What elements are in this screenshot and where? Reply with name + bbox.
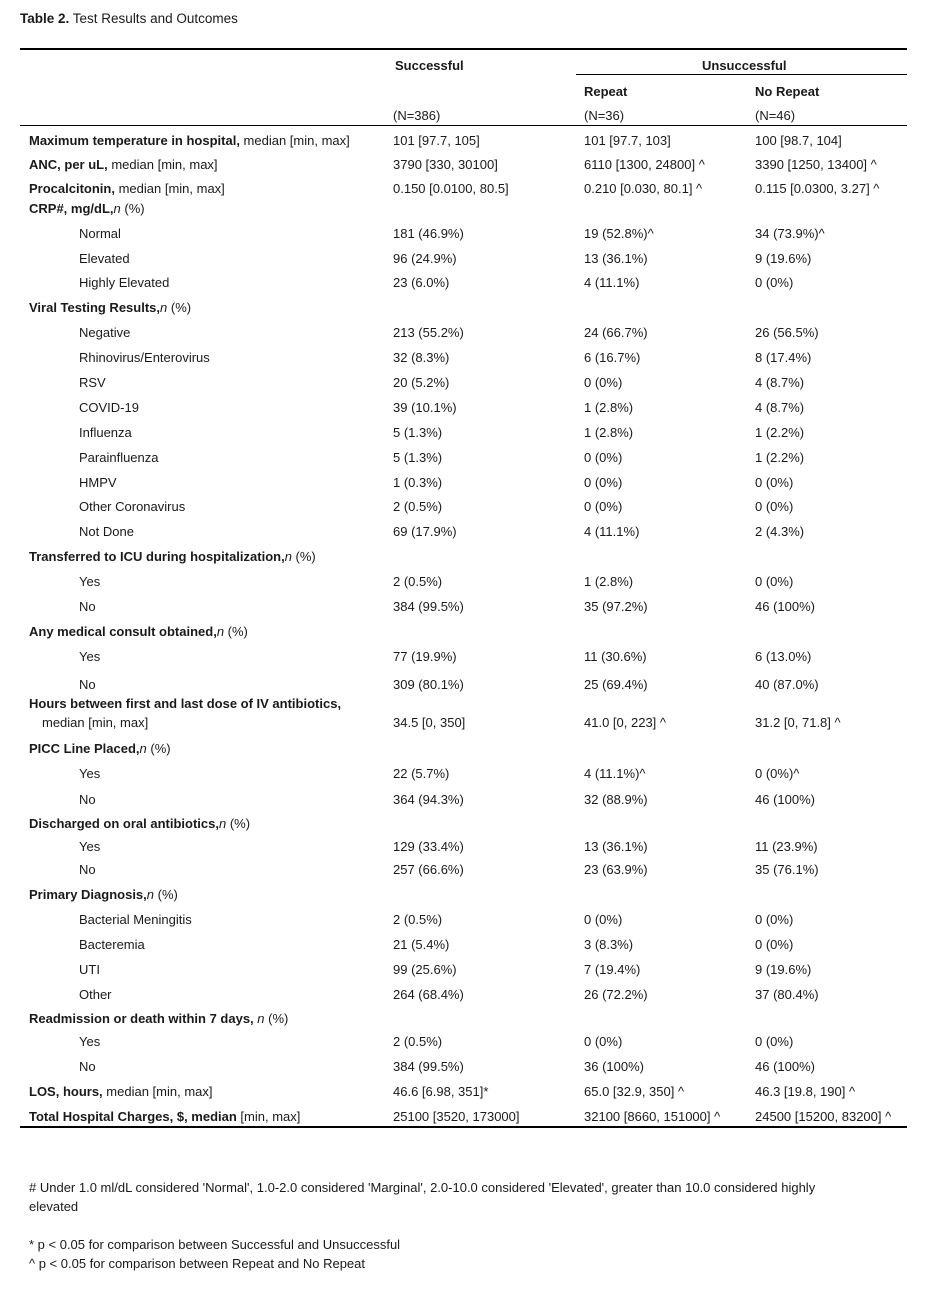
cell-no-repeat: 3390 [1250, 13400] ^	[755, 157, 877, 172]
cell-repeat: 41.0 [0, 223] ^	[584, 715, 666, 730]
cell-no-repeat: 0 (0%)	[755, 499, 794, 514]
cell-no-repeat: 0 (0%)	[755, 937, 794, 952]
cell-repeat: 24 (66.7%)	[584, 325, 648, 340]
row-label-italic: n	[284, 549, 292, 564]
table-row	[20, 677, 907, 697]
row-label: Influenza	[79, 425, 132, 440]
results-table	[20, 0, 907, 1140]
cell-repeat: 6 (16.7%)	[584, 350, 641, 365]
cell-successful: 2 (0.5%)	[393, 499, 443, 514]
table-row	[20, 1011, 907, 1031]
cell-no-repeat: 4 (8.7%)	[755, 375, 805, 390]
cell-successful: 257 (66.6%)	[393, 862, 464, 877]
table-row	[20, 599, 907, 619]
cell-successful: 181 (46.9%)	[393, 226, 464, 241]
cell-successful: 21 (5.4%)	[393, 937, 450, 952]
row-label	[29, 1011, 288, 1026]
cell-successful: 32 (8.3%)	[393, 350, 450, 365]
table-row	[20, 987, 907, 1007]
row-label: Yes	[79, 1034, 101, 1049]
cell-no-repeat: 24500 [15200, 83200] ^	[755, 1109, 892, 1124]
cell-successful: 2 (0.5%)	[393, 1034, 443, 1049]
cell-repeat: 23 (63.9%)	[584, 862, 648, 877]
row-label	[29, 181, 225, 196]
cell-no-repeat: 100 [98.7, 104]	[755, 133, 842, 148]
cell-successful: 129 (33.4%)	[393, 839, 464, 854]
cell-repeat: 19 (52.8%)^	[584, 226, 654, 241]
row-label-rest: median [min, max]	[107, 157, 218, 172]
cell-no-repeat: 1 (2.2%)	[755, 450, 805, 465]
cell-no-repeat: 40 (87.0%)	[755, 677, 819, 692]
cell-no-repeat: 0.115 [0.0300, 3.27] ^	[755, 181, 880, 196]
cell-successful: 384 (99.5%)	[393, 599, 464, 614]
row-label-rest: (%)	[154, 887, 178, 902]
caption-title: Test Results and Outcomes	[69, 11, 238, 26]
row-label-bold: Total Hospital Charges, $, median	[29, 1109, 237, 1124]
row-label: Highly Elevated	[79, 275, 170, 290]
row-label	[29, 157, 218, 172]
cell-successful: 1 (0.3%)	[393, 475, 443, 490]
row-label	[29, 696, 341, 711]
row-label-rest: median [min, max]	[114, 181, 225, 196]
cell-no-repeat: 9 (19.6%)	[755, 251, 812, 266]
row-label-line2: median [min, max]	[42, 715, 149, 730]
cell-repeat: 4 (11.1%)	[584, 524, 640, 539]
table-row	[20, 1034, 907, 1054]
cell-successful: 213 (55.2%)	[393, 325, 464, 340]
table-row	[20, 499, 907, 519]
header-n-no-repeat: (N=46)	[755, 108, 796, 123]
table-row	[20, 624, 907, 644]
footnote-star: * p < 0.05 for comparison between Successful and Unsuccessful	[29, 1237, 401, 1252]
row-label-bold: Any medical consult obtained,	[29, 624, 217, 639]
table-row	[20, 962, 907, 982]
table-row	[20, 912, 907, 932]
cell-successful: 77 (19.9%)	[393, 649, 457, 664]
row-label-bold: Primary Diagnosis,	[29, 887, 147, 902]
table-row	[20, 792, 907, 812]
row-label: RSV	[79, 375, 106, 390]
row-label-bold: PICC Line Placed,	[29, 741, 140, 756]
row-label-rest: (%)	[264, 1011, 289, 1026]
row-label	[29, 816, 250, 831]
cell-repeat: 0 (0%)	[584, 1034, 623, 1049]
row-label: Rhinovirus/Enterovirus	[79, 350, 210, 365]
row-label	[29, 549, 316, 564]
cell-repeat: 1 (2.8%)	[584, 400, 634, 415]
table-row	[20, 549, 907, 569]
cell-repeat: 1 (2.8%)	[584, 425, 634, 440]
row-label: Yes	[79, 839, 101, 854]
table-bottom-rule	[20, 1126, 907, 1128]
cell-successful: 3790 [330, 30100]	[393, 157, 498, 172]
row-label-rest: (%)	[224, 624, 248, 639]
cell-repeat: 65.0 [32.9, 350] ^	[584, 1084, 685, 1099]
cell-successful: 364 (94.3%)	[393, 792, 464, 807]
cell-repeat: 101 [97.7, 103]	[584, 133, 671, 148]
table-row	[20, 649, 907, 669]
cell-no-repeat: 2 (4.3%)	[755, 524, 805, 539]
row-label-italic: n	[113, 201, 121, 216]
table-row	[20, 325, 907, 345]
table-row	[20, 300, 907, 320]
cell-repeat: 11 (30.6%)	[584, 649, 647, 664]
row-label	[29, 624, 248, 639]
table-row	[20, 181, 907, 201]
row-label-italic: n	[253, 1011, 265, 1026]
row-label-bold: CRP#, mg/dL,	[29, 201, 114, 216]
cell-successful: 34.5 [0, 350]	[393, 715, 466, 730]
cell-no-repeat: 6 (13.0%)	[755, 649, 812, 664]
table-row	[20, 766, 907, 786]
table-row	[20, 839, 907, 859]
cell-repeat: 32 (88.9%)	[584, 792, 648, 807]
cell-successful: 22 (5.7%)	[393, 766, 450, 781]
cell-no-repeat: 8 (17.4%)	[755, 350, 812, 365]
cell-repeat: 0 (0%)	[584, 499, 623, 514]
row-label: Not Done	[79, 524, 134, 539]
header-n-repeat: (N=36)	[584, 108, 625, 123]
row-label	[29, 741, 171, 756]
row-label-rest: (%)	[226, 816, 251, 831]
row-label: HMPV	[79, 475, 117, 490]
row-label-rest: (%)	[120, 201, 145, 216]
table-row	[20, 375, 907, 395]
table-row	[20, 862, 907, 882]
row-label: No	[79, 862, 96, 877]
cell-no-repeat: 26 (56.5%)	[755, 325, 819, 340]
row-label: No	[79, 1059, 96, 1074]
table-row	[20, 937, 907, 957]
cell-successful: 25100 [3520, 173000]	[393, 1109, 520, 1124]
cell-repeat: 6110 [1300, 24800] ^	[584, 157, 705, 172]
row-label-bold: Viral Testing Results,	[29, 300, 161, 315]
row-label: Other Coronavirus	[79, 499, 186, 514]
cell-no-repeat: 46 (100%)	[755, 599, 815, 614]
cell-no-repeat: 9 (19.6%)	[755, 962, 812, 977]
row-label: Normal	[79, 226, 121, 241]
cell-repeat: 0 (0%)	[584, 450, 623, 465]
cell-successful: 46.6 [6.98, 351]*	[393, 1084, 489, 1099]
cell-repeat: 13 (36.1%)	[584, 839, 648, 854]
row-label: No	[79, 792, 96, 807]
row-label	[29, 887, 178, 902]
table-row	[20, 400, 907, 420]
row-label-bold: LOS, hours,	[29, 1084, 103, 1099]
cell-no-repeat: 37 (80.4%)	[755, 987, 819, 1002]
row-label-rest: median [min, max]	[239, 133, 350, 148]
row-label-bold: Readmission or death within 7 days,	[29, 1011, 254, 1026]
footnote-caret: ^ p < 0.05 for comparison between Repeat and No Repeat	[29, 1256, 366, 1271]
cell-no-repeat: 46 (100%)	[755, 792, 815, 807]
row-label-italic: n	[218, 816, 227, 831]
row-label-bold: Procalcitonin,	[29, 181, 115, 196]
cell-repeat: 0.210 [0.030, 80.1] ^	[584, 181, 703, 196]
cell-successful: 264 (68.4%)	[393, 987, 464, 1002]
row-label	[29, 133, 350, 148]
row-label-rest: (%)	[167, 300, 192, 315]
row-label	[29, 1084, 213, 1099]
cell-successful: 101 [97.7, 105]	[393, 133, 480, 148]
cell-successful: 384 (99.5%)	[393, 1059, 464, 1074]
cell-successful: 5 (1.3%)	[393, 450, 443, 465]
caption-label: Table 2.	[20, 11, 70, 26]
cell-successful: 23 (6.0%)	[393, 275, 450, 290]
table-row	[20, 350, 907, 370]
cell-no-repeat: 11 (23.9%)	[755, 839, 818, 854]
table-row	[20, 201, 907, 221]
row-label	[29, 201, 145, 216]
cell-successful: 2 (0.5%)	[393, 574, 443, 589]
row-label-rest: median [min, max]	[102, 1084, 213, 1099]
cell-repeat: 1 (2.8%)	[584, 574, 634, 589]
cell-repeat: 3 (8.3%)	[584, 937, 634, 952]
row-label-italic: n	[139, 741, 147, 756]
row-label-bold: Discharged on oral antibiotics,	[29, 816, 219, 831]
row-label	[29, 300, 191, 315]
table-row	[20, 696, 907, 730]
cell-repeat: 36 (100%)	[584, 1059, 644, 1074]
row-label-italic: n	[160, 300, 168, 315]
table-row	[20, 226, 907, 246]
row-label-rest: (%)	[146, 741, 171, 756]
row-label: COVID-19	[79, 400, 139, 415]
table-row	[20, 275, 907, 295]
table-row	[20, 450, 907, 470]
row-label: Other	[79, 987, 112, 1002]
header-successful: Successful	[395, 58, 464, 73]
row-label-bold: ANC, per uL,	[29, 157, 108, 172]
table-row	[20, 1084, 907, 1104]
cell-successful: 39 (10.1%)	[393, 400, 457, 415]
cell-successful: 99 (25.6%)	[393, 962, 457, 977]
row-label-italic: n	[216, 624, 225, 639]
cell-repeat: 13 (36.1%)	[584, 251, 648, 266]
cell-repeat: 4 (11.1%)^	[584, 766, 646, 781]
cell-no-repeat: 0 (0%)^	[755, 766, 800, 781]
cell-no-repeat: 0 (0%)	[755, 275, 794, 290]
cell-repeat: 32100 [8660, 151000] ^	[584, 1109, 721, 1124]
cell-no-repeat: 0 (0%)	[755, 912, 794, 927]
row-label: Yes	[79, 574, 101, 589]
table-row	[20, 157, 907, 177]
row-label-bold: Transferred to ICU during hospitalization,	[29, 549, 285, 564]
table-row	[20, 574, 907, 594]
cell-repeat: 25 (69.4%)	[584, 677, 648, 692]
cell-repeat: 7 (19.4%)	[584, 962, 641, 977]
cell-no-repeat: 0 (0%)	[755, 574, 794, 589]
cell-successful: 2 (0.5%)	[393, 912, 443, 927]
cell-no-repeat: 46.3 [19.8, 190] ^	[755, 1084, 856, 1099]
footnote-crp: # Under 1.0 ml/dL considered 'Normal', 1.0-2.0 considered 'Marginal', 2.0-10.0 considered 'Elevated', greater than 10.0 considered highly elevated	[29, 1180, 816, 1214]
row-label: No	[79, 599, 96, 614]
table-row	[20, 887, 907, 907]
cell-successful: 0.150 [0.0100, 80.5]	[393, 181, 509, 196]
header-no-repeat: No Repeat	[755, 84, 820, 99]
cell-no-repeat: 0 (0%)	[755, 475, 794, 490]
row-label: Bacterial Meningitis	[79, 912, 192, 927]
cell-successful: 20 (5.2%)	[393, 375, 450, 390]
row-label: Bacteremia	[79, 937, 145, 952]
cell-repeat: 4 (11.1%)	[584, 275, 640, 290]
header-unsuccessful: Unsuccessful	[702, 58, 787, 73]
header-n-successful: (N=386)	[393, 108, 441, 123]
cell-no-repeat: 31.2 [0, 71.8] ^	[755, 715, 841, 730]
cell-successful: 69 (17.9%)	[393, 524, 457, 539]
row-label: Elevated	[79, 251, 130, 266]
row-label-bold: Maximum temperature in hospital,	[29, 133, 240, 148]
header-repeat: Repeat	[584, 84, 628, 99]
cell-no-repeat: 35 (76.1%)	[755, 862, 819, 877]
cell-repeat: 0 (0%)	[584, 912, 623, 927]
table-row	[20, 251, 907, 271]
row-label: Yes	[79, 649, 101, 664]
cell-no-repeat: 34 (73.9%)^	[755, 226, 825, 241]
table-row	[20, 816, 907, 836]
cell-successful: 309 (80.1%)	[393, 677, 464, 692]
row-label: Parainfluenza	[79, 450, 159, 465]
cell-repeat: 35 (97.2%)	[584, 599, 648, 614]
table-row	[20, 741, 907, 761]
row-label: UTI	[79, 962, 100, 977]
cell-no-repeat: 4 (8.7%)	[755, 400, 805, 415]
table-row	[20, 133, 907, 153]
row-label-bold: Hours between first and last dose of IV antibiotics,	[29, 696, 342, 711]
cell-no-repeat: 0 (0%)	[755, 1034, 794, 1049]
table-row	[20, 475, 907, 495]
row-label: Negative	[79, 325, 131, 340]
cell-no-repeat: 1 (2.2%)	[755, 425, 805, 440]
table-row	[20, 425, 907, 445]
table-row	[20, 524, 907, 544]
cell-successful: 5 (1.3%)	[393, 425, 443, 440]
table-row	[20, 1059, 907, 1079]
row-label	[29, 1109, 300, 1124]
row-label-italic: n	[146, 887, 155, 902]
cell-successful: 96 (24.9%)	[393, 251, 457, 266]
row-label-rest: (%)	[291, 549, 316, 564]
cell-no-repeat: 46 (100%)	[755, 1059, 815, 1074]
row-label: No	[79, 677, 96, 692]
row-label: Yes	[79, 766, 101, 781]
row-label-rest: [min, max]	[236, 1109, 301, 1124]
cell-repeat: 26 (72.2%)	[584, 987, 648, 1002]
cell-repeat: 0 (0%)	[584, 475, 623, 490]
cell-repeat: 0 (0%)	[584, 375, 623, 390]
